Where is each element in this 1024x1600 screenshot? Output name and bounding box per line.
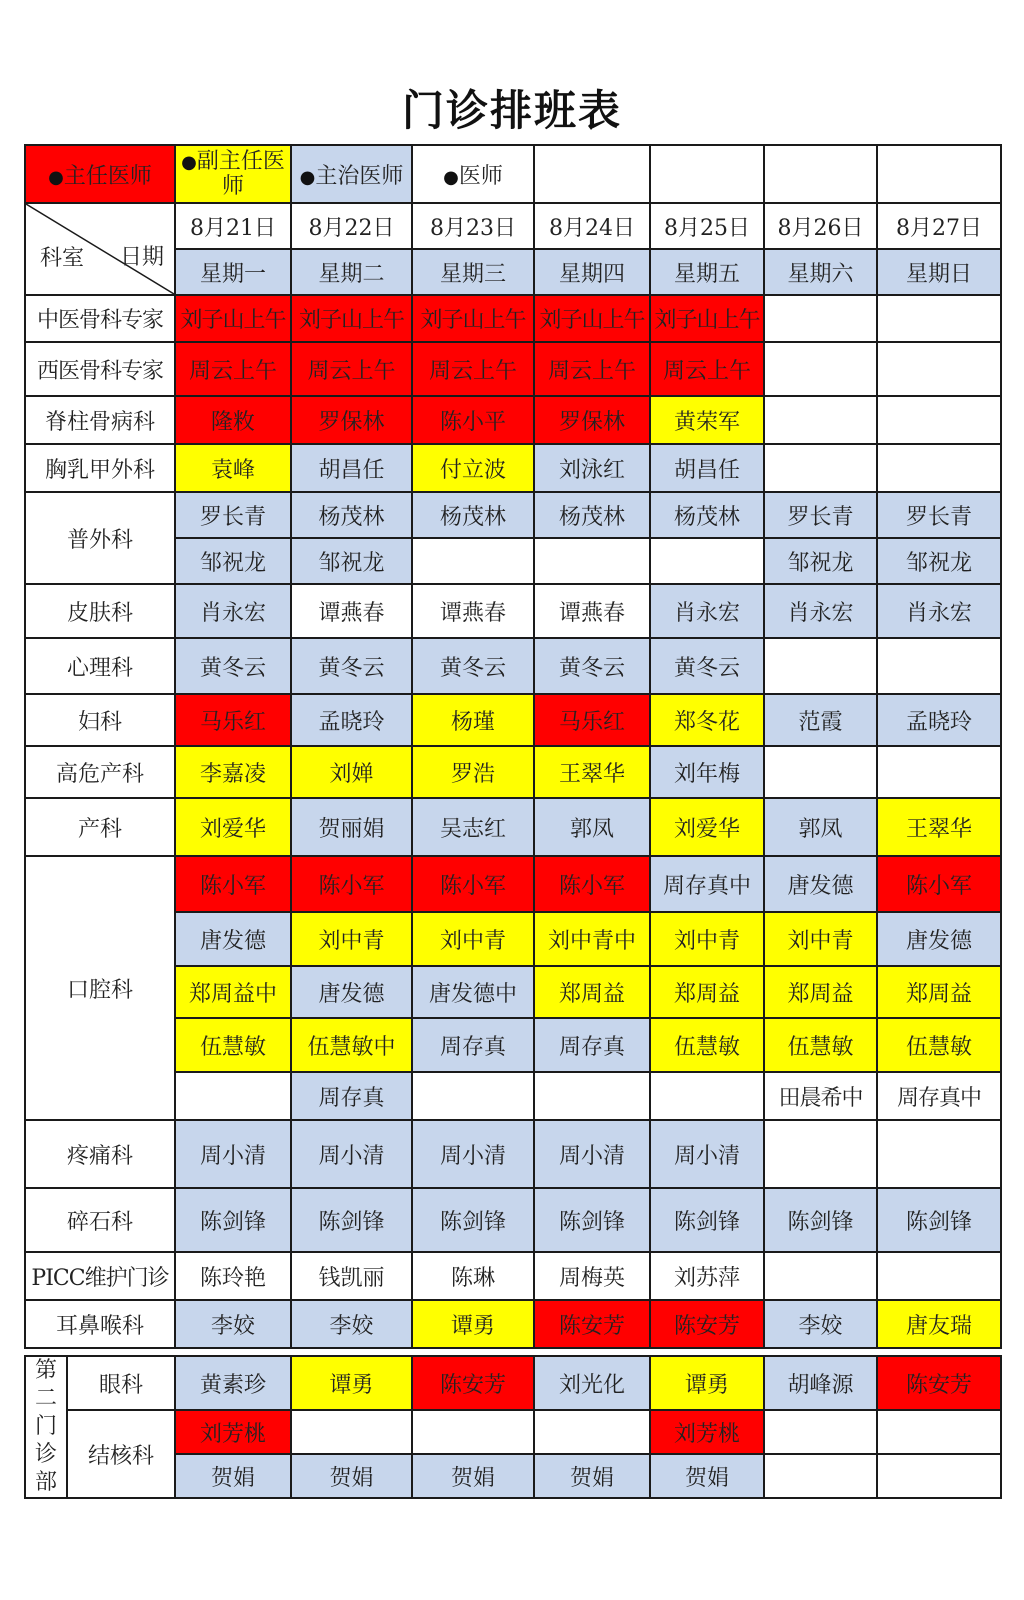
schedule-cell: 刘芳桃 — [175, 1410, 291, 1454]
schedule-cell: 周梅英 — [534, 1252, 650, 1300]
schedule-cell: 郑冬花 — [650, 694, 764, 746]
schedule-cell: 刘子山上午 — [650, 295, 764, 342]
schedule-cell: 周小清 — [650, 1120, 764, 1188]
schedule-cell: 陈安芳 — [650, 1300, 764, 1348]
dept-name: 结核科 — [67, 1410, 175, 1498]
schedule-cell: 贺娟 — [175, 1454, 291, 1498]
table-row — [25, 1120, 1001, 1188]
schedule-cell: 刘泳红 — [534, 444, 650, 492]
table-row — [25, 746, 1001, 798]
schedule-cell: 陈剑锋 — [175, 1188, 291, 1252]
schedule-cell: 罗浩 — [412, 746, 534, 798]
table-row — [25, 444, 1001, 492]
schedule-cell: 伍慧敏 — [650, 1018, 764, 1072]
schedule-cell: 邹祝龙 — [291, 538, 412, 584]
schedule-cell: 刘芳桃 — [650, 1410, 764, 1454]
legend-physician: ●医师 — [412, 145, 534, 203]
schedule-cell: 郑周益 — [764, 966, 877, 1018]
schedule-cell: 刘中青 — [291, 912, 412, 966]
schedule-cell: 唐发德 — [877, 912, 1001, 966]
dept-name: 产科 — [25, 798, 175, 856]
date-header-label: 日期 — [119, 245, 164, 270]
schedule-cell: 陈剑锋 — [650, 1188, 764, 1252]
schedule-cell: 周小清 — [534, 1120, 650, 1188]
date-cell: 8月22日 — [291, 203, 412, 249]
table-row — [25, 1300, 1001, 1348]
schedule-cell: 唐发德中 — [412, 966, 534, 1018]
schedule-cell: 刘爱华 — [650, 798, 764, 856]
schedule-cell: 刘子山上午 — [412, 295, 534, 342]
schedule-cell: 陈小军 — [412, 856, 534, 912]
schedule-cell: 刘爱华 — [175, 798, 291, 856]
schedule-table — [24, 144, 1002, 1349]
schedule-cell: 黄素珍 — [175, 1356, 291, 1410]
schedule-cell: 谭勇 — [412, 1300, 534, 1348]
date-row — [25, 203, 1001, 249]
weekday-cell: 星期五 — [650, 249, 764, 295]
schedule-cell: 周云上午 — [534, 342, 650, 396]
schedule-cell: 马乐红 — [534, 694, 650, 746]
schedule-cell: 肖永宏 — [650, 584, 764, 638]
dept-name: 普外科 — [25, 492, 175, 584]
schedule-cell: 陈玲艳 — [175, 1252, 291, 1300]
weekday-cell: 星期一 — [175, 249, 291, 295]
dept-name: 高危产科 — [25, 746, 175, 798]
dept-name: 疼痛科 — [25, 1120, 175, 1188]
schedule-cell: 陈小军 — [175, 856, 291, 912]
schedule-cell: 陈剑锋 — [412, 1188, 534, 1252]
table-row — [25, 694, 1001, 746]
schedule-cell: 刘中青 — [412, 912, 534, 966]
schedule-cell: 周云上午 — [175, 342, 291, 396]
schedule-cell: 唐发德 — [764, 856, 877, 912]
schedule-cell: 唐友瑞 — [877, 1300, 1001, 1348]
header-corner — [25, 203, 175, 295]
schedule-cell: 刘中青中 — [534, 912, 650, 966]
weekday-cell: 星期四 — [534, 249, 650, 295]
schedule-cell: 伍慧敏 — [764, 1018, 877, 1072]
table-row — [25, 638, 1001, 694]
schedule-cell: 杨茂林 — [291, 492, 412, 538]
schedule-cell: 李姣 — [764, 1300, 877, 1348]
schedule-cell: 罗长青 — [764, 492, 877, 538]
dept-name: 耳鼻喉科 — [25, 1300, 175, 1348]
table-row — [25, 1252, 1001, 1300]
schedule-cell: 胡峰源 — [764, 1356, 877, 1410]
schedule-cell: 王翠华 — [877, 798, 1001, 856]
schedule-cell: 孟晓玲 — [877, 694, 1001, 746]
date-cell: 8月26日 — [764, 203, 877, 249]
table-row — [25, 856, 1001, 912]
weekday-cell: 星期日 — [877, 249, 1001, 295]
schedule-cell: 刘婵 — [291, 746, 412, 798]
dept-name: 西医骨科专家 — [25, 342, 175, 396]
schedule-cell: 贺娟 — [650, 1454, 764, 1498]
schedule-cell: 郭凤 — [764, 798, 877, 856]
date-cell: 8月21日 — [175, 203, 291, 249]
schedule-cell: 周存真中 — [877, 1072, 1001, 1120]
schedule-cell: 黄冬云 — [175, 638, 291, 694]
dept-name: 口腔科 — [25, 856, 175, 1120]
schedule-cell: 杨茂林 — [534, 492, 650, 538]
schedule-cell: 隆敉 — [175, 396, 291, 444]
schedule-cell: 伍慧敏中 — [291, 1018, 412, 1072]
schedule-cell: 肖永宏 — [877, 584, 1001, 638]
schedule-cell: 罗长青 — [877, 492, 1001, 538]
date-cell: 8月24日 — [534, 203, 650, 249]
schedule-cell: 陈剑锋 — [764, 1188, 877, 1252]
schedule-cell: 陈琳 — [412, 1252, 534, 1300]
schedule-cell: 邹祝龙 — [764, 538, 877, 584]
schedule-cell: 谭燕春 — [291, 584, 412, 638]
schedule-cell: 罗长青 — [175, 492, 291, 538]
schedule-cell: 周存真 — [412, 1018, 534, 1072]
page-title: 门诊排班表 — [401, 86, 622, 135]
schedule-cell: 贺丽娟 — [291, 798, 412, 856]
schedule-cell: 田晨希中 — [764, 1072, 877, 1120]
table-row — [25, 584, 1001, 638]
schedule-cell: 周存真 — [291, 1072, 412, 1120]
schedule-cell: 陈安芳 — [877, 1356, 1001, 1410]
schedule-cell: 刘中青 — [650, 912, 764, 966]
schedule-cell: 陈小平 — [412, 396, 534, 444]
schedule-cell: 黄冬云 — [412, 638, 534, 694]
schedule-cell: 郭凤 — [534, 798, 650, 856]
schedule-cell: 周云上午 — [412, 342, 534, 396]
schedule-cell: 谭勇 — [291, 1356, 412, 1410]
second-clinic-table — [24, 1355, 1002, 1499]
legend-attending: ●主治医师 — [291, 145, 412, 203]
schedule-cell: 谭勇 — [650, 1356, 764, 1410]
legend-row — [25, 145, 1001, 203]
dept-name: 妇科 — [25, 694, 175, 746]
schedule-cell: 陈剑锋 — [291, 1188, 412, 1252]
schedule-cell: 王翠华 — [534, 746, 650, 798]
table-row — [25, 342, 1001, 396]
schedule-cell: 马乐红 — [175, 694, 291, 746]
schedule-cell: 唐发德 — [291, 966, 412, 1018]
schedule-cell: 吴志红 — [412, 798, 534, 856]
schedule-cell: 杨瑾 — [412, 694, 534, 746]
schedule-cell: 周云上午 — [650, 342, 764, 396]
dept-name: 心理科 — [25, 638, 175, 694]
schedule-cell: 郑周益 — [650, 966, 764, 1018]
schedule-cell: 贺娟 — [534, 1454, 650, 1498]
schedule-cell: 陈安芳 — [534, 1300, 650, 1348]
schedule-cell: 付立波 — [412, 444, 534, 492]
schedule-cell: 郑周益 — [877, 966, 1001, 1018]
schedule-cell: 周小清 — [412, 1120, 534, 1188]
schedule-cell: 陈小军 — [291, 856, 412, 912]
schedule-cell: 黄冬云 — [291, 638, 412, 694]
schedule-cell: 刘子山上午 — [291, 295, 412, 342]
schedule-cell: 黄冬云 — [534, 638, 650, 694]
weekday-cell: 星期六 — [764, 249, 877, 295]
schedule-cell: 胡昌任 — [650, 444, 764, 492]
dept-name: PICC维护门诊 — [25, 1252, 175, 1300]
weekday-cell: 星期二 — [291, 249, 412, 295]
schedule-cell: 郑周益中 — [175, 966, 291, 1018]
schedule-cell: 谭燕春 — [534, 584, 650, 638]
schedule-cell: 袁峰 — [175, 444, 291, 492]
table-row — [25, 1356, 1001, 1410]
schedule-cell: 孟晓玲 — [291, 694, 412, 746]
dept-header-label: 科室 — [40, 246, 85, 271]
schedule-cell: 贺娟 — [291, 1454, 412, 1498]
schedule-cell: 陈小军 — [534, 856, 650, 912]
table-row — [25, 1188, 1001, 1252]
weekday-cell: 星期三 — [412, 249, 534, 295]
dept-name: 中医骨科专家 — [25, 295, 175, 342]
dept-name: 皮肤科 — [25, 584, 175, 638]
table-row — [25, 295, 1001, 342]
table-row — [25, 1410, 1001, 1454]
table-row — [25, 492, 1001, 538]
schedule-cell: 肖永宏 — [175, 584, 291, 638]
schedule-cell: 周存真中 — [650, 856, 764, 912]
schedule-cell: 伍慧敏 — [175, 1018, 291, 1072]
dept-name: 眼科 — [67, 1356, 175, 1410]
schedule-cell: 陈小军 — [877, 856, 1001, 912]
schedule-cell: 伍慧敏 — [877, 1018, 1001, 1072]
schedule-cell: 周小清 — [175, 1120, 291, 1188]
schedule-cell: 周小清 — [291, 1120, 412, 1188]
schedule-cell: 李姣 — [291, 1300, 412, 1348]
schedule-cell: 郑周益 — [534, 966, 650, 1018]
schedule-cell: 刘苏萍 — [650, 1252, 764, 1300]
schedule-cell: 范霞 — [764, 694, 877, 746]
schedule-cell: 周存真 — [534, 1018, 650, 1072]
schedule-cell: 贺娟 — [412, 1454, 534, 1498]
schedule-cell: 刘中青 — [764, 912, 877, 966]
schedule-cell: 李姣 — [175, 1300, 291, 1348]
schedule-cell: 杨茂林 — [412, 492, 534, 538]
dept-name: 胸乳甲外科 — [25, 444, 175, 492]
schedule-cell: 刘子山上午 — [534, 295, 650, 342]
legend-chief: ●主任医师 — [25, 145, 175, 203]
date-cell: 8月27日 — [877, 203, 1001, 249]
schedule-cell: 胡昌任 — [291, 444, 412, 492]
schedule-cell: 刘光化 — [534, 1356, 650, 1410]
schedule-cell: 罗保林 — [291, 396, 412, 444]
schedule-cell: 肖永宏 — [764, 584, 877, 638]
schedule-cell: 陈安芳 — [412, 1356, 534, 1410]
schedule-cell: 邹祝龙 — [877, 538, 1001, 584]
dept-name: 碎石科 — [25, 1188, 175, 1252]
date-cell: 8月25日 — [650, 203, 764, 249]
schedule-cell: 杨茂林 — [650, 492, 764, 538]
schedule-cell: 黄荣军 — [650, 396, 764, 444]
table-row — [25, 798, 1001, 856]
schedule-cell: 李嘉凌 — [175, 746, 291, 798]
schedule-cell: 陈剑锋 — [534, 1188, 650, 1252]
dept-name: 脊柱骨病科 — [25, 396, 175, 444]
schedule-cell: 刘子山上午 — [175, 295, 291, 342]
second-clinic-label: 第二门诊部 — [25, 1356, 67, 1498]
schedule-cell: 黄冬云 — [650, 638, 764, 694]
schedule-cell: 唐发德 — [175, 912, 291, 966]
schedule-cell: 周云上午 — [291, 342, 412, 396]
schedule-cell: 刘年梅 — [650, 746, 764, 798]
schedule-cell: 罗保林 — [534, 396, 650, 444]
schedule-cell: 钱凯丽 — [291, 1252, 412, 1300]
schedule-cell: 邹祝龙 — [175, 538, 291, 584]
date-cell: 8月23日 — [412, 203, 534, 249]
schedule-cell: 谭燕春 — [412, 584, 534, 638]
legend-associate-chief: ●副主任医师 — [175, 145, 291, 203]
schedule-cell: 陈剑锋 — [877, 1188, 1001, 1252]
table-row — [25, 396, 1001, 444]
